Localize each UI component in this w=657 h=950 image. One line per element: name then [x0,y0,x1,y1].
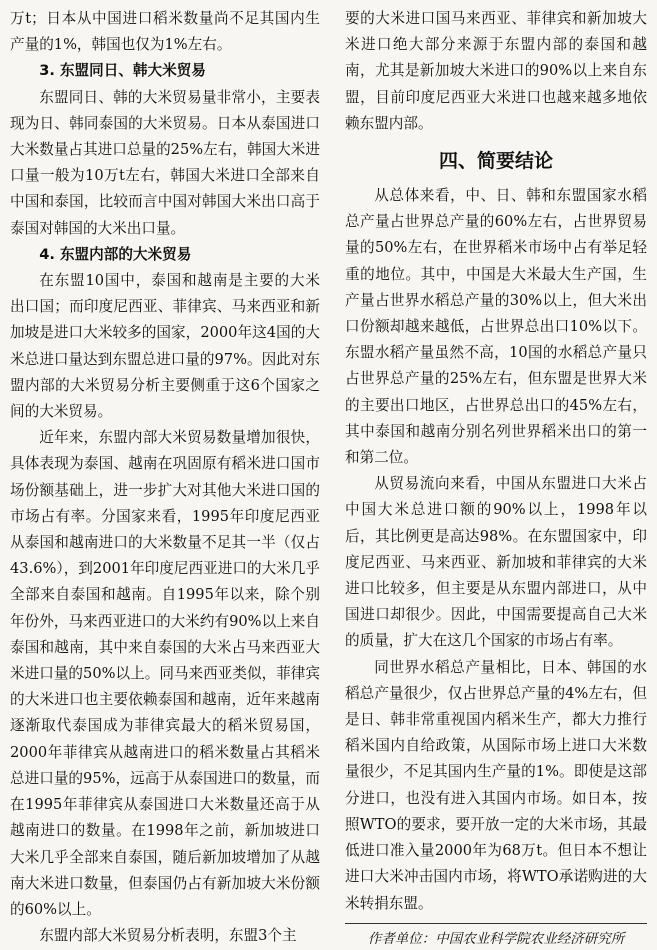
paragraph: 从贸易流向来看，中国从东盟进口大米占中国大米总进口额的90%以上，1998年以后，其比例更是高达98%。在东盟国家中，印度尼西亚、马来西亚、新加坡和菲律宾的大米进口比较多，但主要是从东盟内部进口，从中国进口却很少。因此，中国需要提高自己大米的质量，扩大在这几个国家的市场占有率。 [345,475,647,650]
section-heading: 3. 东盟同日、韩大米贸易 [39,62,206,80]
right-column [345,6,647,950]
affiliation-divider [345,923,647,924]
paragraph: 东盟同日、韩的大米贸易量非常小，主要表现为日、韩同泰国的大米贸易。日本从泰国进口大米数量占其进口总量的25%左右，韩国大米进口量一般为10万t左右，韩国大米进口全部来自中国和泰国，比较而言中国对韩国大米出口高于泰国对韩国的大米出口量。 [10,88,320,237]
paragraph: 要的大米进口国马来西亚、菲律宾和新加坡大米进口绝大部分来源于东盟内部的泰国和越南，尤其是新加坡大米进口的90%以上来自东盟，目前印度尼西亚大米进口也越来越多地依赖东盟内部。 [345,10,647,132]
paragraph: 在东盟10国中，泰国和越南是主要的大米出口国；而印度尼西亚、菲律宾、马来西亚和新加坡是进口大米较多的国家，2000年这4国的大米总进口量达到东盟总进口量的97%。因此对东盟内部的大米贸易分析主要侧重于这6个国家之间的大米贸易。 [10,272,320,421]
paragraph: 同世界水稻总产量相比，日本、韩国的水稻总产量很少，仅占世界总产量的4%左右，但是日、韩非常重视国内稻米生产，都大力推行稻米国内自给政策，从国际市场上进口大米数量很少，不足其国内生产量的1%。即使是这部分进口，也没有进入其国内市场。如日本，按照WTO的要求，要开放一定的大米市场，其最低进口准入量2000年为68万t。但日本不想让进口大米冲击国内市场，将WTO承诺购进的大米转捐东盟。 [345,658,647,912]
author-affiliation: 作者单位：中国农业科学院农业经济研究所 [367,930,625,947]
paragraph: 东盟内部大米贸易分析表明，东盟3个主 [39,927,297,945]
paragraph: 万t；日本从中国进口稻米数量尚不足其国内生产量的1%，韩国也仅为1%左右。 [10,10,320,54]
paragraph: 从总体来看，中、日、韩和东盟国家水稻总产量占世界总产量的60%左右，占世界贸易量的50%左右，在世界稻米市场中占有举足轻重的地位。其中，中国是大米最大生产国，生产量占世界水稻总产量的30%以上，但大米出口份额却越来越低，占世界总出口10%以下。东盟水稻产量虽然不高，10国的水稻总产量只占世界总产量的25%左右，但东盟是世界大米的主要出口地区，占世界总出口的45%左右，其中泰国和越南分别名列世界稻米出口的第一和第二位。 [345,187,647,467]
conclusion-heading: 四、简要结论 [438,150,553,173]
section-heading: 4. 东盟内部的大米贸易 [39,245,192,263]
left-column [10,6,320,949]
paragraph: 近年来，东盟内部大米贸易数量增加很快，具体表现为泰国、越南在巩固原有稻米进口国市场份额基础上，进一步扩大对其他大米进口国的市场占有率。分国家来看，1995年印度尼西亚从泰国和越南进口的大米数量不足其一半（仅占43.6%），到2001年印度尼西亚进口的大米几乎全部来自泰国和越南。自1995年以来，除个别年份外，马来西亚进口的大米约有90%以上来自泰国和越南，其中来自泰国的大米占马来西亚大米进口量的50%以上。同马来西亚类似，菲律宾的大米进口也主要依赖泰国和越南，近年来越南逐渐取代泰国成为菲律宾最大的稻米贸易国，2000年菲律宾从越南进口的稻米数量占其稻米总进口量的95%，远高于从泰国进口的数量，而在1995年菲律宾从泰国进口大米数量还高于从越南进口的数量。在1998年之前，新加坡进口大米几乎全部来自泰国，随后新加坡增加了从越南大米进口数量，但泰国仍占有新加坡大米份额的60%以上。 [10,429,320,918]
